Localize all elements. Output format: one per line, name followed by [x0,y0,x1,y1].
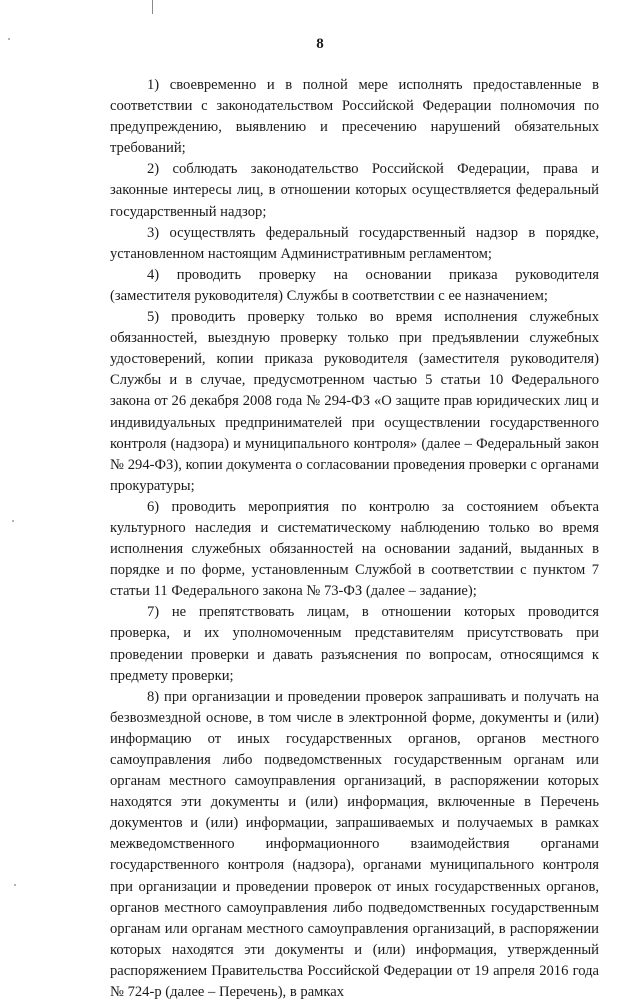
paragraph-8: 8) при организации и проведении проверок запрашивать и получать на безвозмездной основе, в том числе в электронной форме, документы и (или) информацию от иных государственных органов, органов местного самоуправления либо подведомственных государственным органам или органам местного самоуправления организаций, в распоряжении которых находятся эти документы и (или) информация, включенные в Перечень документов и (или) информации, запрашиваемых и получаемых в рамках межведомственного информационного взаимодействия органами государственного контроля (надзора), органами муниципального контроля при организации и проведении проверок от иных государственных органов, органов местного самоуправления либо подведомственных государственным органам или органам местного самоуправления организаций, в распоряжении которых находятся эти документы и (или) информация, утвержденный распоряжением Правительства Российской Федерации от 19 апреля 2016 года № 724-р (далее – Перечень), в рамках [110,688,599,1001]
page-number: 8 [316,36,324,52]
paragraph-6: 6) проводить мероприятия по контролю за состоянием объекта культурного наследия и систематическому наблюдению только во время исполнения служебных обязанностей на основании заданий, выданных в порядке и по форме, установленным Службой в соответствии с пунктом 7 статьи 11 Федерального закона № 73-ФЗ (далее – задание); [110,498,599,600]
paragraph-7: 7) не препятствовать лицам, в отношении которых проводится проверка, и их уполномоченным представителям присутствовать при проведении проверки и давать разъяснения по вопросам, относящимся к предмету проверки; [110,604,599,684]
paragraph-2: 2) соблюдать законодательство Российской Федерации, права и законные интересы лиц, в отношении которых осуществляется федеральный государственный надзор; [110,161,599,220]
scan-edge-mark [152,0,153,14]
paragraph-3: 3) осуществлять федеральный государственный надзор в порядке, установленном настоящим Административным регламентом; [110,224,599,262]
scan-speck [12,520,14,522]
paragraph-4: 4) проводить проверку на основании приказа руководителя (заместителя руководителя) Службы в соответствии с ее назначением; [110,266,599,304]
paragraph-1: 1) своевременно и в полной мере исполнять предоставленные в соответствии с законодательством Российской Федерации полномочия по предупреждению, выявлению и пресечению нарушений обязательных требований; [110,77,599,157]
document-body [110,75,599,1003]
scan-speck [14,884,16,886]
paragraph-5: 5) проводить проверку только во время исполнения служебных обязанностей, выездную проверку только при предъявлении служебных удостоверений, копии приказа руководителя (заместителя руководителя) Службы и в случае, предусмотренном частью 5 статьи 10 Федерального закона от 26 декабря 2008 года № 294-ФЗ «О защите прав юридических лиц и индивидуальных предпринимателей при осуществлении государственного контроля (надзора) и муниципального контроля» (далее – Федеральный закон № 294-ФЗ), копии документа о согласовании проведения проверки с органами прокуратуры; [110,309,599,494]
